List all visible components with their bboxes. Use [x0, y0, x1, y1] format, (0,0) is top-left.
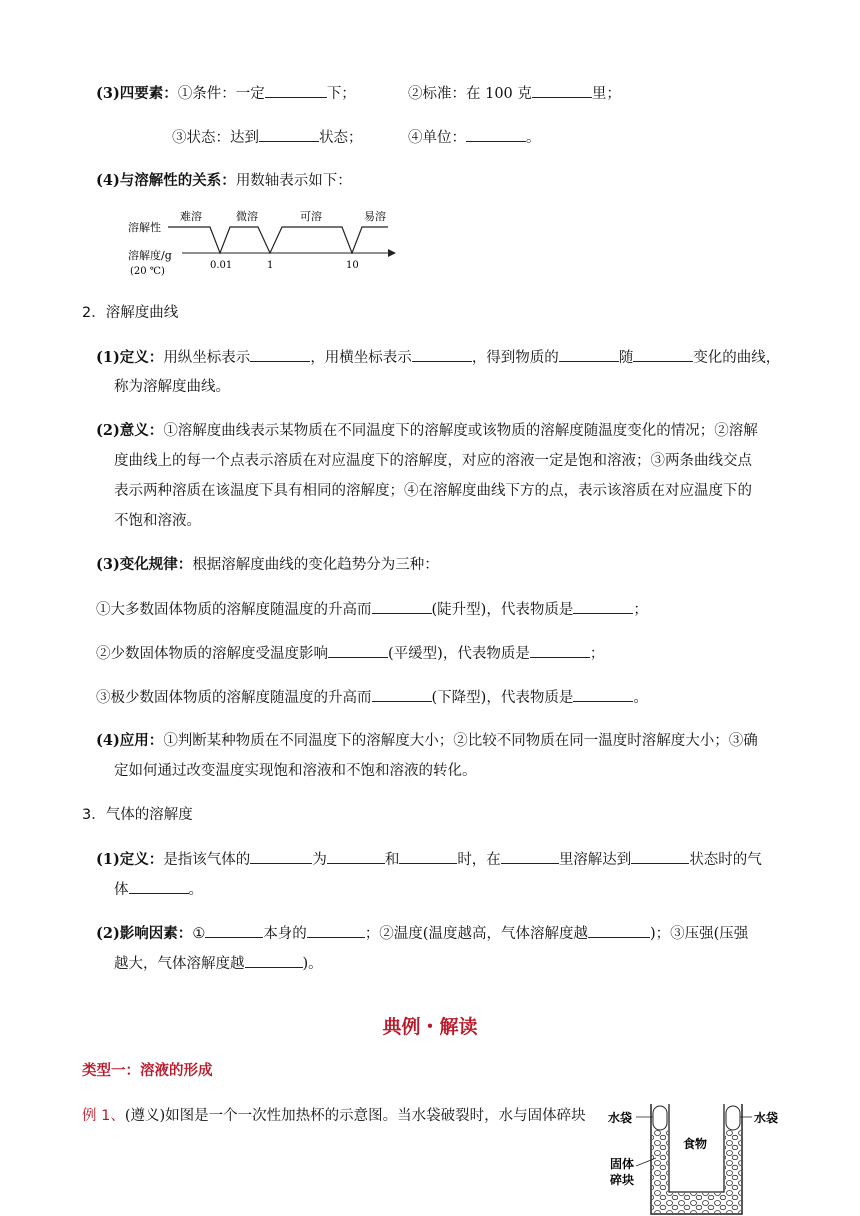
- curve-def-part: 随: [618, 350, 634, 366]
- rule-text: 。: [633, 690, 648, 706]
- fill-blank: [399, 849, 457, 864]
- curve-definition-line-2: 称为溶解度曲线。: [114, 379, 230, 395]
- label-solid-2: 碎块: [610, 1173, 635, 1187]
- rule-text: ；: [633, 602, 648, 618]
- water-bag-right: [726, 1106, 740, 1130]
- curve-rule-label: (3)变化规律：: [96, 556, 193, 573]
- example-1-text: (遵义)如图是一个一次性加热杯的示意图。当水袋破裂时，水与固体碎块: [124, 1108, 586, 1124]
- category-insoluble: 难溶: [180, 210, 202, 223]
- rule-text: ③极少数固体物质的溶解度随温度的升高而: [96, 690, 372, 706]
- curve-definition-label: (1)定义：: [96, 349, 164, 366]
- gas-influence-label: (2)影响因素：: [96, 925, 193, 942]
- fill-blank: [633, 347, 693, 362]
- gas-def-part: 。: [188, 882, 203, 898]
- elements-state: ③状态：达到: [172, 130, 259, 146]
- rule-steep-rise: [96, 599, 648, 620]
- curve-application-text: ①判断某种物质在不同温度下的溶解度大小；②比较不同物质在同一温度时溶解度大小；③确: [163, 733, 758, 749]
- gas-inf-part: 本身的: [263, 926, 307, 942]
- gas-definition-line-1: [96, 849, 762, 870]
- axis-label-temperature: (20 ℃): [130, 266, 165, 277]
- curve-meaning-line-4: 不饱和溶液。: [114, 513, 201, 529]
- section-heading-curve: 2．溶解度曲线: [82, 305, 179, 321]
- solubility-unit: [408, 127, 541, 148]
- fill-blank: [328, 643, 388, 658]
- gas-def-part: 时，在: [457, 852, 501, 868]
- example-1-label: 例 1、: [82, 1108, 125, 1124]
- rule-decline: [96, 687, 648, 708]
- fill-blank: [412, 347, 472, 362]
- elements-unit-end: 。: [526, 130, 541, 146]
- elements-state-end: 状态；: [319, 130, 363, 146]
- example-1-line: [82, 1106, 586, 1126]
- fill-blank: [588, 923, 650, 938]
- rule-text: (平缓型)，代表物质是: [388, 646, 530, 662]
- axis-label-solubility-g: 溶解度/g: [128, 249, 172, 262]
- category-very-soluble: 易溶: [364, 210, 386, 223]
- fill-blank: [327, 849, 385, 864]
- fill-blank: [573, 687, 633, 702]
- curve-def-part: ，得到物质的: [471, 350, 559, 366]
- gas-definition-line-2: [114, 879, 203, 900]
- example-section-title: 典例・解读: [382, 1016, 478, 1038]
- fill-blank: [250, 849, 312, 864]
- curve-meaning-label: (2)意义：: [96, 422, 164, 439]
- fill-blank: [501, 849, 559, 864]
- gas-inf-part: 越大，气体溶解度越: [114, 956, 245, 972]
- fill-blank: [250, 347, 310, 362]
- solubility-number-axis: [120, 205, 400, 280]
- gas-def-part: 里溶解达到: [558, 852, 632, 868]
- fill-blank: [573, 599, 633, 614]
- fill-blank: [372, 599, 432, 614]
- curve-meaning-line-1: [96, 421, 758, 441]
- curve-meaning-line-3: 表示两种溶质在该温度下具有相同的溶解度；④在溶解度曲线下方的点，表示该溶质在对应温度下的: [114, 483, 752, 499]
- curve-rule-line: [96, 555, 439, 575]
- gas-def-part: 和: [384, 852, 400, 868]
- elements-condition-end: 下；: [326, 86, 356, 102]
- label-water-bag-right: 水袋: [754, 1111, 779, 1125]
- gas-def-part: 状态时的气: [689, 852, 762, 868]
- elements-unit: ④单位：: [408, 130, 466, 146]
- fill-blank: [307, 923, 365, 938]
- rule-text: (陡升型)，代表物质是: [431, 602, 574, 618]
- fill-blank: [466, 127, 526, 142]
- elements-standard-end: 里；: [591, 86, 621, 102]
- label-solid-1: 固体: [610, 1157, 635, 1171]
- heating-cup-figure: [606, 1100, 786, 1216]
- example-type-heading: 类型一：溶液的形成: [82, 1063, 213, 1079]
- gas-definition-label: (1)定义：: [96, 851, 164, 868]
- fill-blank: [532, 83, 592, 98]
- fill-blank: [372, 687, 432, 702]
- curve-meaning-line-2: 度曲线上的每一个点表示溶质在对应温度下的溶解度，对应的溶液一定是饱和溶液；③两条曲线交点: [114, 453, 752, 469]
- axis-label-solubility-type: 溶解性: [128, 221, 161, 234]
- curve-def-part: 变化的曲线，: [693, 350, 781, 366]
- elements-standard: ②标准：在 100 克: [408, 86, 532, 102]
- fill-blank: [265, 83, 327, 98]
- category-bracket-line: [168, 227, 388, 253]
- fill-blank: [559, 347, 619, 362]
- relation-text: 用数轴表示如下：: [235, 173, 352, 189]
- fill-blank: [129, 879, 189, 894]
- fill-blank: [205, 923, 263, 938]
- axis-arrow: [388, 249, 396, 257]
- solubility-relation-line: [96, 171, 352, 191]
- curve-def-part: 用纵坐标表示: [163, 350, 251, 366]
- solubility-elements-line-1: [96, 83, 356, 104]
- gas-def-part: 是指该气体的: [163, 852, 251, 868]
- category-slightly-soluble: 微溶: [236, 210, 258, 223]
- solubility-state: [172, 127, 363, 148]
- curve-def-part: ，用横坐标表示: [310, 350, 412, 366]
- gas-def-part: 体: [114, 882, 129, 898]
- label-water-bag-left: 水袋: [608, 1111, 633, 1125]
- elements-label: (3)四要素：: [96, 85, 178, 102]
- tick-10: 10: [346, 260, 359, 271]
- gas-influence-line-1: [96, 923, 748, 944]
- solubility-standard: [408, 83, 621, 104]
- rule-text: ；: [589, 646, 605, 662]
- gas-def-part: 为: [312, 852, 327, 868]
- water-bag-left: [653, 1106, 667, 1130]
- fill-blank: [530, 643, 590, 658]
- fill-blank: [259, 127, 319, 142]
- gas-inf-part: ①: [192, 926, 206, 942]
- curve-application-line-2: 定如何通过改变温度实现饱和溶液和不饱和溶液的转化。: [114, 763, 477, 779]
- curve-application-line-1: [96, 731, 758, 751]
- relation-label: (4)与溶解性的关系：: [96, 172, 236, 189]
- gas-inf-part: ；②温度(温度越高，气体溶解度越: [364, 926, 588, 942]
- rule-gentle: [96, 643, 604, 664]
- curve-rule-text: 根据溶解度曲线的变化趋势分为三种：: [192, 557, 439, 573]
- gas-influence-line-2: [114, 953, 323, 974]
- curve-application-label: (4)应用：: [96, 732, 164, 749]
- fill-blank: [245, 953, 303, 968]
- label-food: 食物: [683, 1137, 708, 1151]
- rule-text: ②少数固体物质的溶解度受温度影响: [96, 646, 328, 662]
- elements-condition: ①条件：一定: [177, 86, 265, 102]
- tick-0-01: 0.01: [210, 260, 233, 271]
- gas-inf-part: )；③压强(压强: [649, 926, 749, 942]
- rule-text: (下降型)，代表物质是: [431, 690, 574, 706]
- fill-blank: [631, 849, 689, 864]
- curve-definition-line-1: [96, 347, 780, 368]
- section-heading-gas: 3．气体的溶解度: [82, 807, 193, 823]
- rule-text: ①大多数固体物质的溶解度随温度的升高而: [96, 602, 372, 618]
- tick-1: 1: [267, 260, 274, 271]
- category-soluble: 可溶: [300, 210, 322, 223]
- curve-meaning-text: ①溶解度曲线表示某物质在不同温度下的溶解度或该物质的溶解度随温度变化的情况；②溶解: [163, 423, 758, 439]
- gas-inf-part: )。: [302, 956, 323, 972]
